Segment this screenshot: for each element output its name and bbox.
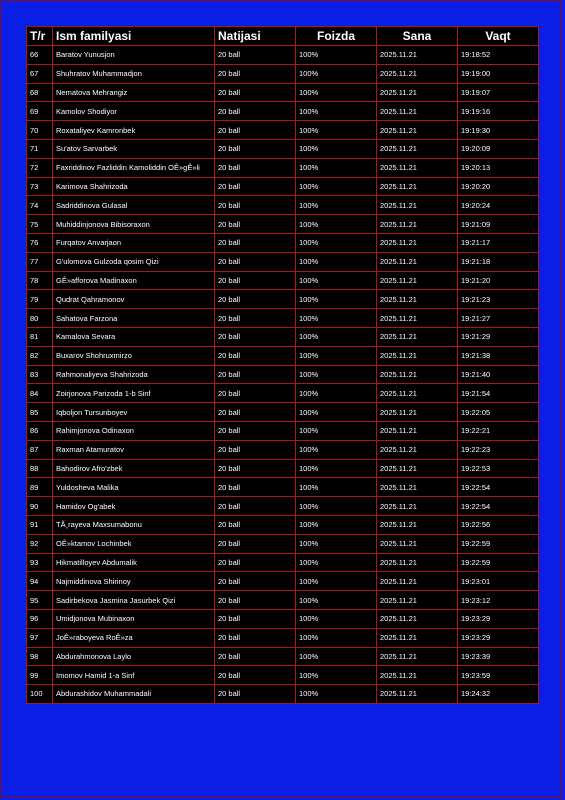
- table-row: [27, 271, 539, 290]
- row-number: 89: [27, 478, 53, 497]
- student-name: Rahimjonova Odinaxon: [53, 421, 215, 440]
- percent-cell: 100%: [296, 309, 377, 328]
- result-cell: 20 ball: [215, 252, 296, 271]
- student-name: Hamidov Og'abek: [53, 497, 215, 516]
- result-cell: 20 ball: [215, 553, 296, 572]
- table-row: [27, 628, 539, 647]
- row-number: 69: [27, 102, 53, 121]
- percent-cell: 100%: [296, 365, 377, 384]
- time-cell: 19:22:59: [458, 553, 539, 572]
- student-name: Imomov Hamid 1-a Sinf: [53, 666, 215, 685]
- table-row: [27, 158, 539, 177]
- time-cell: 19:21:38: [458, 346, 539, 365]
- time-cell: 19:21:29: [458, 327, 539, 346]
- percent-cell: 100%: [296, 628, 377, 647]
- table-row: [27, 139, 539, 158]
- time-cell: 19:20:09: [458, 139, 539, 158]
- date-cell: 2025.11.21: [377, 440, 458, 459]
- time-cell: 19:23:59: [458, 666, 539, 685]
- table-row: [27, 478, 539, 497]
- result-cell: 20 ball: [215, 459, 296, 478]
- table-row: [27, 46, 539, 65]
- student-name: Kamolov Shodiyor: [53, 102, 215, 121]
- table-row: [27, 534, 539, 553]
- percent-cell: 100%: [296, 158, 377, 177]
- date-cell: 2025.11.21: [377, 158, 458, 177]
- student-name: Iqboljon Tursunboyev: [53, 403, 215, 422]
- student-name: Buxarov Shohruxmirzo: [53, 346, 215, 365]
- student-name: Su'atov Sarvarbek: [53, 139, 215, 158]
- result-cell: 20 ball: [215, 497, 296, 516]
- result-cell: 20 ball: [215, 609, 296, 628]
- result-cell: 20 ball: [215, 421, 296, 440]
- table-row: [27, 64, 539, 83]
- table-row: [27, 83, 539, 102]
- percent-cell: 100%: [296, 478, 377, 497]
- date-cell: 2025.11.21: [377, 177, 458, 196]
- student-name: Furqatov Anvarjaon: [53, 233, 215, 252]
- row-number: 73: [27, 177, 53, 196]
- time-cell: 19:21:54: [458, 384, 539, 403]
- time-cell: 19:22:23: [458, 440, 539, 459]
- row-number: 92: [27, 534, 53, 553]
- row-number: 87: [27, 440, 53, 459]
- student-name: Faxriddinov Fazliddin Kamoliddin OÊ»gÊ»li: [53, 158, 215, 177]
- result-cell: 20 ball: [215, 177, 296, 196]
- time-cell: 19:20:20: [458, 177, 539, 196]
- table-row: [27, 327, 539, 346]
- result-cell: 20 ball: [215, 64, 296, 83]
- row-number: 79: [27, 290, 53, 309]
- student-name: Raxman Atamuratov: [53, 440, 215, 459]
- date-cell: 2025.11.21: [377, 459, 458, 478]
- row-number: 80: [27, 309, 53, 328]
- result-cell: 20 ball: [215, 46, 296, 65]
- student-name: Rahmonaliyeva Shahrizoda: [53, 365, 215, 384]
- header-name: Ism familyasi: [53, 27, 215, 46]
- table-row: [27, 384, 539, 403]
- date-cell: 2025.11.21: [377, 252, 458, 271]
- student-name: JoÊ»raboyeva RoÊ»za: [53, 628, 215, 647]
- row-number: 93: [27, 553, 53, 572]
- result-cell: 20 ball: [215, 158, 296, 177]
- row-number: 99: [27, 666, 53, 685]
- student-name: Nematova Mehrangiz: [53, 83, 215, 102]
- result-cell: 20 ball: [215, 403, 296, 422]
- result-cell: 20 ball: [215, 666, 296, 685]
- row-number: 85: [27, 403, 53, 422]
- date-cell: 2025.11.21: [377, 478, 458, 497]
- time-cell: 19:23:29: [458, 628, 539, 647]
- student-name: G'ulomova Gulzoda qosim Qizi: [53, 252, 215, 271]
- percent-cell: 100%: [296, 440, 377, 459]
- student-name: Hikmatilloyev Abdumalik: [53, 553, 215, 572]
- result-cell: 20 ball: [215, 196, 296, 215]
- table-row: [27, 252, 539, 271]
- time-cell: 19:21:40: [458, 365, 539, 384]
- header-tr: T/r: [27, 27, 53, 46]
- row-number: 68: [27, 83, 53, 102]
- percent-cell: 100%: [296, 346, 377, 365]
- percent-cell: 100%: [296, 572, 377, 591]
- date-cell: 2025.11.21: [377, 290, 458, 309]
- table-row: [27, 346, 539, 365]
- student-name: Najmiddinova Shirinoy: [53, 572, 215, 591]
- date-cell: 2025.11.21: [377, 666, 458, 685]
- student-name: Sadirbekova Jasmina Jasurbek Qizi: [53, 591, 215, 610]
- header-row: [27, 27, 539, 46]
- date-cell: 2025.11.21: [377, 233, 458, 252]
- percent-cell: 100%: [296, 327, 377, 346]
- result-cell: 20 ball: [215, 440, 296, 459]
- student-name: Sadriddinova Gulasal: [53, 196, 215, 215]
- row-number: 83: [27, 365, 53, 384]
- time-cell: 19:22:59: [458, 534, 539, 553]
- percent-cell: 100%: [296, 515, 377, 534]
- date-cell: 2025.11.21: [377, 421, 458, 440]
- table-row: [27, 177, 539, 196]
- time-cell: 19:21:20: [458, 271, 539, 290]
- row-number: 91: [27, 515, 53, 534]
- result-cell: 20 ball: [215, 139, 296, 158]
- table-body: [27, 46, 539, 704]
- row-number: 74: [27, 196, 53, 215]
- date-cell: 2025.11.21: [377, 572, 458, 591]
- time-cell: 19:22:56: [458, 515, 539, 534]
- time-cell: 19:19:07: [458, 83, 539, 102]
- date-cell: 2025.11.21: [377, 309, 458, 328]
- student-name: Abdurahmonova Laylo: [53, 647, 215, 666]
- percent-cell: 100%: [296, 384, 377, 403]
- row-number: 71: [27, 139, 53, 158]
- percent-cell: 100%: [296, 64, 377, 83]
- table-row: [27, 459, 539, 478]
- table-row: [27, 572, 539, 591]
- date-cell: 2025.11.21: [377, 403, 458, 422]
- percent-cell: 100%: [296, 215, 377, 234]
- table-row: [27, 403, 539, 422]
- student-name: Roxataliyev Kamronbek: [53, 121, 215, 140]
- result-cell: 20 ball: [215, 271, 296, 290]
- table-row: [27, 102, 539, 121]
- student-name: Karimova Shahrizoda: [53, 177, 215, 196]
- percent-cell: 100%: [296, 196, 377, 215]
- student-name: Baratov Yunusjon: [53, 46, 215, 65]
- row-number: 66: [27, 46, 53, 65]
- row-number: 75: [27, 215, 53, 234]
- student-name: Sahatova Farzona: [53, 309, 215, 328]
- row-number: 94: [27, 572, 53, 591]
- student-name: TÃ¸rayeva Maxsumabonu: [53, 515, 215, 534]
- student-name: Bahodirov Afro'zbek: [53, 459, 215, 478]
- result-cell: 20 ball: [215, 365, 296, 384]
- time-cell: 19:24:32: [458, 685, 539, 704]
- result-cell: 20 ball: [215, 478, 296, 497]
- percent-cell: 100%: [296, 121, 377, 140]
- result-cell: 20 ball: [215, 102, 296, 121]
- percent-cell: 100%: [296, 271, 377, 290]
- row-number: 78: [27, 271, 53, 290]
- header-time: Vaqt: [458, 27, 539, 46]
- result-cell: 20 ball: [215, 215, 296, 234]
- date-cell: 2025.11.21: [377, 591, 458, 610]
- header-percent: Foizda: [296, 27, 377, 46]
- student-name: Abdurashidov Muhammadali: [53, 685, 215, 704]
- percent-cell: 100%: [296, 290, 377, 309]
- student-name: OÊ»ktamov Lochinbek: [53, 534, 215, 553]
- percent-cell: 100%: [296, 421, 377, 440]
- percent-cell: 100%: [296, 666, 377, 685]
- result-cell: 20 ball: [215, 309, 296, 328]
- table-row: [27, 215, 539, 234]
- row-number: 77: [27, 252, 53, 271]
- header-result: Natijasi: [215, 27, 296, 46]
- result-cell: 20 ball: [215, 83, 296, 102]
- student-name: Yuldosheva Malika: [53, 478, 215, 497]
- percent-cell: 100%: [296, 233, 377, 252]
- percent-cell: 100%: [296, 102, 377, 121]
- time-cell: 19:19:16: [458, 102, 539, 121]
- result-cell: 20 ball: [215, 233, 296, 252]
- table-row: [27, 609, 539, 628]
- student-name: Umidjonova Mubinaxon: [53, 609, 215, 628]
- percent-cell: 100%: [296, 252, 377, 271]
- student-name: Kamalova Sevara: [53, 327, 215, 346]
- table-row: [27, 515, 539, 534]
- percent-cell: 100%: [296, 685, 377, 704]
- row-number: 97: [27, 628, 53, 647]
- row-number: 82: [27, 346, 53, 365]
- date-cell: 2025.11.21: [377, 102, 458, 121]
- result-cell: 20 ball: [215, 327, 296, 346]
- time-cell: 19:20:24: [458, 196, 539, 215]
- time-cell: 19:23:12: [458, 591, 539, 610]
- date-cell: 2025.11.21: [377, 515, 458, 534]
- date-cell: 2025.11.21: [377, 271, 458, 290]
- time-cell: 19:23:39: [458, 647, 539, 666]
- time-cell: 19:21:18: [458, 252, 539, 271]
- row-number: 88: [27, 459, 53, 478]
- result-cell: 20 ball: [215, 346, 296, 365]
- percent-cell: 100%: [296, 609, 377, 628]
- header-date: Sana: [377, 27, 458, 46]
- percent-cell: 100%: [296, 177, 377, 196]
- time-cell: 19:22:54: [458, 497, 539, 516]
- table-row: [27, 685, 539, 704]
- result-cell: 20 ball: [215, 384, 296, 403]
- table-row: [27, 309, 539, 328]
- date-cell: 2025.11.21: [377, 64, 458, 83]
- percent-cell: 100%: [296, 83, 377, 102]
- student-name: Muhiddinjonova Bibisoraxon: [53, 215, 215, 234]
- table-row: [27, 440, 539, 459]
- percent-cell: 100%: [296, 139, 377, 158]
- percent-cell: 100%: [296, 46, 377, 65]
- table-row: [27, 647, 539, 666]
- date-cell: 2025.11.21: [377, 196, 458, 215]
- table-row: [27, 365, 539, 384]
- row-number: 72: [27, 158, 53, 177]
- student-name: GÊ»afforova Madinaxon: [53, 271, 215, 290]
- date-cell: 2025.11.21: [377, 365, 458, 384]
- result-cell: 20 ball: [215, 121, 296, 140]
- result-cell: 20 ball: [215, 591, 296, 610]
- time-cell: 19:23:01: [458, 572, 539, 591]
- row-number: 81: [27, 327, 53, 346]
- date-cell: 2025.11.21: [377, 121, 458, 140]
- table-header: [27, 27, 539, 46]
- result-cell: 20 ball: [215, 515, 296, 534]
- row-number: 67: [27, 64, 53, 83]
- table-row: [27, 196, 539, 215]
- date-cell: 2025.11.21: [377, 215, 458, 234]
- row-number: 98: [27, 647, 53, 666]
- date-cell: 2025.11.21: [377, 139, 458, 158]
- time-cell: 19:22:53: [458, 459, 539, 478]
- time-cell: 19:22:21: [458, 421, 539, 440]
- result-cell: 20 ball: [215, 647, 296, 666]
- table-row: [27, 121, 539, 140]
- results-table: [26, 26, 539, 704]
- row-number: 90: [27, 497, 53, 516]
- result-cell: 20 ball: [215, 685, 296, 704]
- percent-cell: 100%: [296, 403, 377, 422]
- result-cell: 20 ball: [215, 534, 296, 553]
- row-number: 70: [27, 121, 53, 140]
- time-cell: 19:18:52: [458, 46, 539, 65]
- result-cell: 20 ball: [215, 628, 296, 647]
- date-cell: 2025.11.21: [377, 628, 458, 647]
- date-cell: 2025.11.21: [377, 327, 458, 346]
- row-number: 86: [27, 421, 53, 440]
- percent-cell: 100%: [296, 534, 377, 553]
- time-cell: 19:21:17: [458, 233, 539, 252]
- time-cell: 19:23:29: [458, 609, 539, 628]
- table-row: [27, 233, 539, 252]
- row-number: 84: [27, 384, 53, 403]
- row-number: 100: [27, 685, 53, 704]
- student-name: Zoirjonova Parizoda 1-b Sinf: [53, 384, 215, 403]
- date-cell: 2025.11.21: [377, 534, 458, 553]
- time-cell: 19:21:09: [458, 215, 539, 234]
- table-row: [27, 591, 539, 610]
- table-row: [27, 290, 539, 309]
- result-cell: 20 ball: [215, 572, 296, 591]
- time-cell: 19:19:00: [458, 64, 539, 83]
- table-row: [27, 421, 539, 440]
- percent-cell: 100%: [296, 647, 377, 666]
- date-cell: 2025.11.21: [377, 83, 458, 102]
- row-number: 76: [27, 233, 53, 252]
- date-cell: 2025.11.21: [377, 609, 458, 628]
- date-cell: 2025.11.21: [377, 685, 458, 704]
- percent-cell: 100%: [296, 497, 377, 516]
- student-name: Qudrat Qahramonov: [53, 290, 215, 309]
- percent-cell: 100%: [296, 553, 377, 572]
- table-row: [27, 553, 539, 572]
- date-cell: 2025.11.21: [377, 497, 458, 516]
- date-cell: 2025.11.21: [377, 346, 458, 365]
- time-cell: 19:21:23: [458, 290, 539, 309]
- date-cell: 2025.11.21: [377, 46, 458, 65]
- result-cell: 20 ball: [215, 290, 296, 309]
- student-name: Shuhratov Muhammadjon: [53, 64, 215, 83]
- time-cell: 19:19:30: [458, 121, 539, 140]
- time-cell: 19:20:13: [458, 158, 539, 177]
- table-row: [27, 497, 539, 516]
- time-cell: 19:22:54: [458, 478, 539, 497]
- date-cell: 2025.11.21: [377, 647, 458, 666]
- percent-cell: 100%: [296, 591, 377, 610]
- row-number: 95: [27, 591, 53, 610]
- row-number: 96: [27, 609, 53, 628]
- percent-cell: 100%: [296, 459, 377, 478]
- date-cell: 2025.11.21: [377, 384, 458, 403]
- time-cell: 19:21:27: [458, 309, 539, 328]
- table-row: [27, 666, 539, 685]
- time-cell: 19:22:05: [458, 403, 539, 422]
- date-cell: 2025.11.21: [377, 553, 458, 572]
